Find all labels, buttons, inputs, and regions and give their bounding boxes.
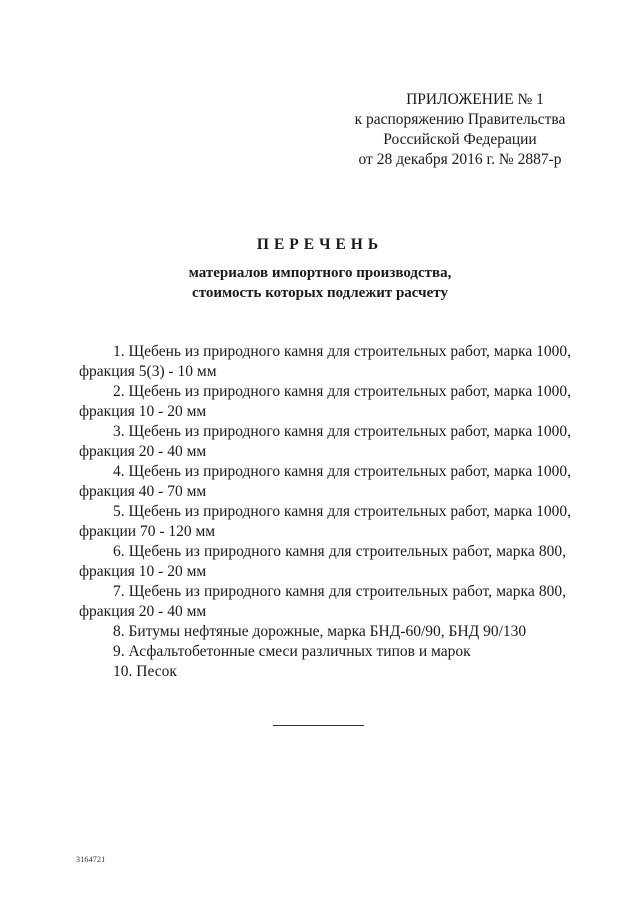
appendix-order-ref: к распоряжению Правительства bbox=[354, 111, 566, 128]
list-item-text: 7. Щебень из природного камня для строительных работ, марка 800, bbox=[113, 583, 566, 600]
list-item-6 bbox=[79, 542, 566, 582]
list-item-7 bbox=[79, 582, 566, 622]
appendix-number: ПРИЛОЖЕНИЕ № 1 bbox=[406, 91, 544, 108]
list-item-text: 2. Щебень из природного камня для строительных работ, марка 1000, bbox=[113, 383, 572, 400]
list-item-text: 5. Щебень из природного камня для строительных работ, марка 1000, bbox=[113, 503, 572, 520]
list-item-5 bbox=[79, 502, 572, 542]
document-subtitle bbox=[0, 263, 640, 303]
list-item-text: 9. Асфальтобетонные смеси различных типов и марок bbox=[113, 643, 471, 660]
appendix-date-number: от 28 декабря 2016 г. № 2887-р bbox=[358, 151, 562, 168]
list-item-10 bbox=[79, 662, 566, 682]
document-title: ПЕРЕЧЕНЬ bbox=[256, 236, 384, 253]
appendix-country: Российской Федерации bbox=[383, 131, 537, 148]
list-item-continuation: фракция 20 - 40 мм bbox=[79, 603, 207, 620]
list-item-text: 8. Битумы нефтяные дорожные, марка БНД-60/90, БНД 90/130 bbox=[113, 623, 527, 640]
list-item-continuation: фракция 10 - 20 мм bbox=[79, 403, 207, 420]
list-item-continuation: фракция 10 - 20 мм bbox=[79, 563, 207, 580]
list-item-9 bbox=[79, 642, 566, 662]
list-item-1 bbox=[79, 342, 572, 382]
list-item-continuation: фракция 40 - 70 мм bbox=[79, 483, 207, 500]
appendix-header bbox=[300, 90, 620, 170]
list-item-text: 4. Щебень из природного камня для строительных работ, марка 1000, bbox=[113, 463, 572, 480]
list-item-text: 3. Щебень из природного камня для строительных работ, марка 1000, bbox=[113, 423, 572, 440]
list-item-8 bbox=[79, 622, 566, 642]
subtitle-line-2: стоимость которых подлежит расчету bbox=[192, 285, 448, 301]
list-item-2 bbox=[79, 382, 572, 422]
list-item-text: 6. Щебень из природного камня для строительных работ, марка 800, bbox=[113, 543, 566, 560]
list-item-4 bbox=[79, 462, 572, 502]
list-item-continuation: фракция 20 - 40 мм bbox=[79, 443, 207, 460]
subtitle-line-1: материалов импортного производства, bbox=[188, 265, 452, 281]
end-divider bbox=[273, 725, 364, 726]
list-item-text: 10. Песок bbox=[113, 663, 177, 680]
document-id-number: 3164721 bbox=[76, 855, 106, 864]
materials-list bbox=[79, 342, 572, 682]
list-item-text: 1. Щебень из природного камня для строительных работ, марка 1000, bbox=[113, 343, 572, 360]
list-item-continuation: фракция 5(3) - 10 мм bbox=[79, 363, 217, 380]
list-item-3 bbox=[79, 422, 572, 462]
list-item-continuation: фракции 70 - 120 мм bbox=[79, 523, 216, 540]
